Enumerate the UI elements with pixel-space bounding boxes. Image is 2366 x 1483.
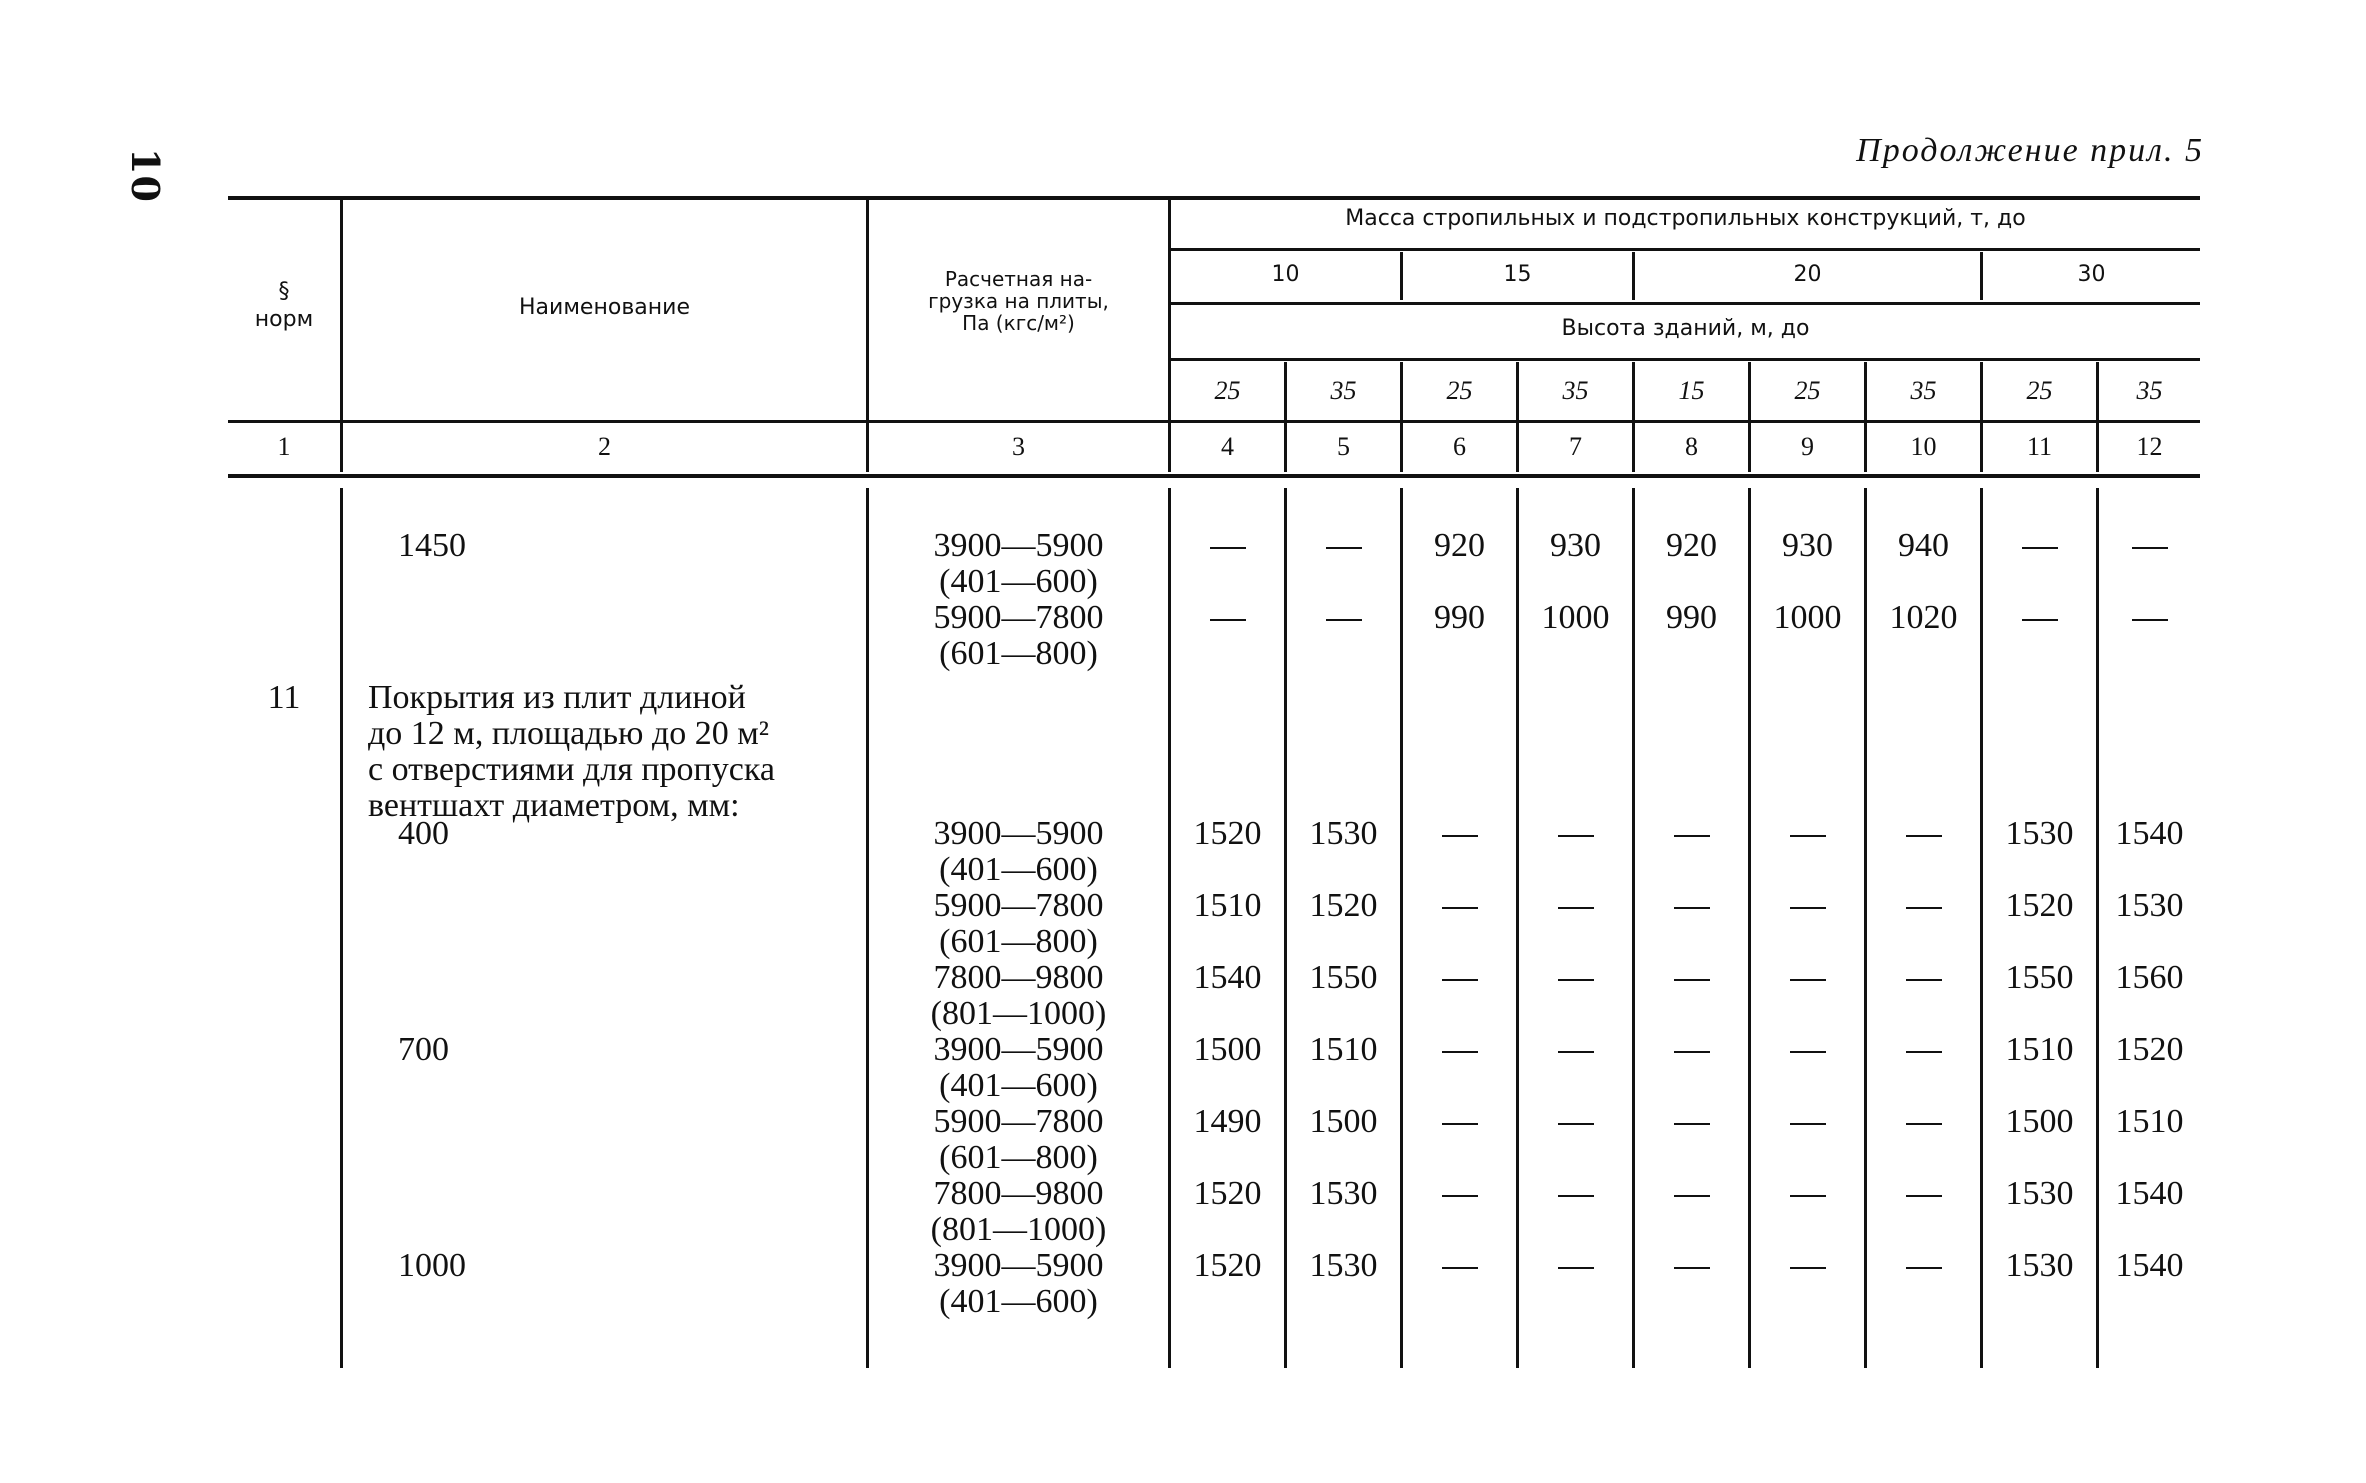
row-value: [1403, 1104, 1516, 1140]
empty-dash: [1442, 1123, 1478, 1125]
row-load-line: 3900—5900: [933, 1031, 1104, 1068]
row-value: 1550: [1309, 959, 1378, 996]
height-title-rule: [1170, 358, 2200, 361]
mass-title-rule: [1170, 248, 2200, 251]
row-load: [869, 888, 1168, 960]
mass-title: Масса стропильных и подстропильных конструкций, т, до: [1345, 206, 2026, 231]
mass-values-rule: [1170, 302, 2200, 305]
row-value: [1287, 600, 1400, 636]
row-value: 1540: [1193, 959, 1262, 996]
column-number: 5: [1337, 432, 1350, 461]
row-load: [869, 960, 1168, 1032]
row-value: 1530: [2005, 1247, 2074, 1284]
row-value: 1530: [1309, 815, 1378, 852]
row-load-line: 3900—5900: [933, 815, 1104, 852]
empty-dash: [2132, 619, 2168, 621]
row-value: 1530: [1309, 1175, 1378, 1212]
row-load-line: 3900—5900: [933, 1247, 1104, 1284]
empty-dash: [1906, 1195, 1942, 1197]
height-value: 25: [1214, 376, 1241, 405]
row-value: [1751, 1104, 1864, 1140]
header-section: [228, 278, 340, 334]
mass-value: 30: [2077, 262, 2106, 287]
row-value: 920: [1666, 527, 1717, 564]
empty-dash: [1790, 1195, 1826, 1197]
empty-dash: [1442, 835, 1478, 837]
column-number: 6: [1453, 432, 1466, 461]
row-value: [1751, 960, 1864, 996]
empty-dash: [1442, 1267, 1478, 1269]
empty-dash: [1674, 979, 1710, 981]
height-value: 35: [1330, 376, 1357, 405]
row-value: [1403, 1248, 1516, 1284]
row-label: 700: [398, 1031, 449, 1068]
table-top-rule: [228, 196, 2200, 200]
row-value: 1520: [2005, 887, 2074, 924]
row-load: [869, 1032, 1168, 1104]
row-value: [1635, 888, 1748, 924]
row-value: [1519, 1248, 1632, 1284]
empty-dash: [1442, 1051, 1478, 1053]
row-value: 1530: [2005, 815, 2074, 852]
row-label: 1450: [398, 527, 466, 564]
row-value: 1540: [2115, 1175, 2184, 1212]
empty-dash: [1790, 835, 1826, 837]
empty-dash: [1790, 1051, 1826, 1053]
row-value: [1519, 1104, 1632, 1140]
continuation-caption: Продолжение прил. 5: [1856, 132, 2204, 169]
empty-dash: [1906, 979, 1942, 981]
row-value: 1000: [1773, 599, 1842, 636]
row-value: [1287, 528, 1400, 564]
row-value: [1519, 816, 1632, 852]
row-value: [1867, 816, 1980, 852]
row-label: 1000: [398, 1247, 466, 1284]
row-value: [1519, 1176, 1632, 1212]
row-value: [1751, 1248, 1864, 1284]
row-value: 1510: [1309, 1031, 1378, 1068]
empty-dash: [1674, 907, 1710, 909]
height-value: 15: [1678, 376, 1705, 405]
empty-dash: [1674, 835, 1710, 837]
header-load-line: Расчетная на-: [944, 267, 1093, 291]
mass-value: 10: [1271, 262, 1300, 287]
empty-dash: [1790, 1123, 1826, 1125]
row-value: [1403, 816, 1516, 852]
mass-value: 15: [1503, 262, 1532, 287]
empty-dash: [1558, 907, 1594, 909]
row-load: [869, 1176, 1168, 1248]
row-value: 990: [1666, 599, 1717, 636]
row-value: [1635, 1176, 1748, 1212]
row-label: 400: [398, 815, 449, 852]
row-load-line: (401—600): [939, 1283, 1098, 1320]
row-value: 1510: [2005, 1031, 2074, 1068]
empty-dash: [2022, 619, 2058, 621]
row-value: 1520: [1193, 1247, 1262, 1284]
row-value: 1500: [1309, 1103, 1378, 1140]
row-value: [1403, 960, 1516, 996]
row-value: [1519, 1032, 1632, 1068]
row-value: 1490: [1193, 1103, 1262, 1140]
row-value: 1520: [1193, 815, 1262, 852]
row-load-line: 5900—7800: [933, 599, 1104, 636]
empty-dash: [1558, 1051, 1594, 1053]
row-value: 1560: [2115, 959, 2184, 996]
row-load-line: (801—1000): [930, 995, 1107, 1032]
row-value: 1530: [2005, 1175, 2074, 1212]
empty-dash: [1790, 979, 1826, 981]
row-value: [1171, 600, 1284, 636]
height-value: 35: [1562, 376, 1589, 405]
row-load-line: (801—1000): [930, 1211, 1107, 1248]
empty-dash: [2132, 547, 2168, 549]
row-value: [1519, 888, 1632, 924]
section-description-line: вентшахт диаметром, мм:: [368, 787, 740, 824]
empty-dash: [1326, 547, 1362, 549]
column-number: 11: [2026, 432, 2053, 461]
row-load-line: 7800—9800: [933, 1175, 1104, 1212]
header-load: [869, 268, 1168, 334]
row-value: 1540: [2115, 1247, 2184, 1284]
row-value: 1000: [1541, 599, 1610, 636]
row-load-line: (601—800): [939, 635, 1098, 672]
row-value: 1530: [1309, 1247, 1378, 1284]
row-value: [1403, 888, 1516, 924]
empty-dash: [1674, 1123, 1710, 1125]
height-value: 25: [2026, 376, 2053, 405]
row-value: [1635, 1248, 1748, 1284]
empty-dash: [1210, 547, 1246, 549]
section-description-line: Покрытия из плит длиной: [368, 679, 746, 716]
row-value: [1635, 1104, 1748, 1140]
row-value: 1520: [1193, 1175, 1262, 1212]
row-value: [1867, 1176, 1980, 1212]
empty-dash: [1442, 979, 1478, 981]
row-value: [1171, 528, 1284, 564]
row-value: 1510: [2115, 1103, 2184, 1140]
column-number: 10: [1910, 432, 1937, 461]
empty-dash: [1790, 1267, 1826, 1269]
section-description: [368, 680, 858, 824]
column-number: 9: [1801, 432, 1814, 461]
row-value: [1403, 1176, 1516, 1212]
column-number: 3: [1012, 432, 1025, 461]
empty-dash: [2022, 547, 2058, 549]
height-value: 35: [1910, 376, 1937, 405]
row-value: [1867, 888, 1980, 924]
row-load-line: (401—600): [939, 563, 1098, 600]
section-symbol: §: [278, 279, 290, 304]
row-value: [1519, 960, 1632, 996]
empty-dash: [1558, 835, 1594, 837]
column-number: 2: [598, 432, 611, 461]
column-number: 4: [1221, 432, 1234, 461]
column-numbers-rule: [228, 474, 2200, 478]
mass-value: 20: [1793, 262, 1822, 287]
row-value: 1510: [1193, 887, 1262, 924]
row-value: [1403, 1032, 1516, 1068]
empty-dash: [1790, 907, 1826, 909]
row-load-line: (401—600): [939, 851, 1098, 888]
row-value: 1500: [1193, 1031, 1262, 1068]
row-load: [869, 1104, 1168, 1176]
empty-dash: [1906, 1051, 1942, 1053]
column-number: 12: [2136, 432, 2163, 461]
section-description-line: до 12 м, площадью до 20 м²: [368, 715, 769, 752]
column-number: 8: [1685, 432, 1698, 461]
row-load-line: 5900—7800: [933, 1103, 1104, 1140]
empty-dash: [1442, 1195, 1478, 1197]
row-value: [1635, 1032, 1748, 1068]
height-title: Высота зданий, м, до: [1561, 316, 1810, 341]
row-value: [1751, 1032, 1864, 1068]
row-load: [869, 600, 1168, 672]
header-load-line: грузка на плиты,: [928, 289, 1109, 313]
empty-dash: [1674, 1267, 1710, 1269]
row-value: [1867, 960, 1980, 996]
height-value: 35: [2136, 376, 2163, 405]
row-load-line: 3900—5900: [933, 527, 1104, 564]
empty-dash: [1558, 1123, 1594, 1125]
row-value: [1867, 1104, 1980, 1140]
row-value: [1635, 816, 1748, 852]
row-load-line: (601—800): [939, 923, 1098, 960]
empty-dash: [1558, 1195, 1594, 1197]
column-number: 7: [1569, 432, 1582, 461]
section-number: 11: [267, 679, 301, 716]
row-value: [1867, 1032, 1980, 1068]
row-value: 1530: [2115, 887, 2184, 924]
column-number: 1: [277, 432, 291, 461]
row-value: 920: [1434, 527, 1485, 564]
row-value: 990: [1434, 599, 1485, 636]
empty-dash: [1442, 907, 1478, 909]
row-value: [2099, 600, 2200, 636]
row-value: 930: [1550, 527, 1601, 564]
row-value: 1520: [2115, 1031, 2184, 1068]
row-value: [1635, 960, 1748, 996]
row-load-line: (401—600): [939, 1067, 1098, 1104]
empty-dash: [1906, 835, 1942, 837]
empty-dash: [1326, 619, 1362, 621]
empty-dash: [1674, 1195, 1710, 1197]
empty-dash: [1674, 1051, 1710, 1053]
empty-dash: [1210, 619, 1246, 621]
row-value: [1751, 888, 1864, 924]
row-value: 1500: [2005, 1103, 2074, 1140]
row-value: [1983, 528, 2096, 564]
height-value: 25: [1794, 376, 1821, 405]
row-load: [869, 528, 1168, 600]
header-load-line: Па (кгс/м²): [962, 311, 1075, 335]
row-value: 1520: [1309, 887, 1378, 924]
empty-dash: [1558, 979, 1594, 981]
row-value: [1751, 1176, 1864, 1212]
row-load-line: (601—800): [939, 1139, 1098, 1176]
row-load: [869, 1248, 1168, 1320]
row-value: [2099, 528, 2200, 564]
row-value: [1983, 600, 2096, 636]
height-value: 25: [1446, 376, 1473, 405]
page-number: 10: [123, 148, 168, 203]
row-value: 1020: [1889, 599, 1958, 636]
header-name: Наименование: [519, 295, 690, 320]
section-description-line: с отверстиями для пропуска: [368, 751, 775, 788]
row-load-line: 5900—7800: [933, 887, 1104, 924]
row-value: 940: [1898, 527, 1949, 564]
section-label: норм: [254, 307, 314, 332]
row-value: 1550: [2005, 959, 2074, 996]
row-load-line: 7800—9800: [933, 959, 1104, 996]
header-bottom-rule: [228, 420, 2200, 423]
body-divider: [340, 488, 343, 1368]
row-value: [1867, 1248, 1980, 1284]
empty-dash: [1906, 907, 1942, 909]
empty-dash: [1558, 1267, 1594, 1269]
row-value: 1540: [2115, 815, 2184, 852]
row-value: 930: [1782, 527, 1833, 564]
empty-dash: [1906, 1123, 1942, 1125]
row-value: [1751, 816, 1864, 852]
row-load: [869, 816, 1168, 888]
empty-dash: [1906, 1267, 1942, 1269]
